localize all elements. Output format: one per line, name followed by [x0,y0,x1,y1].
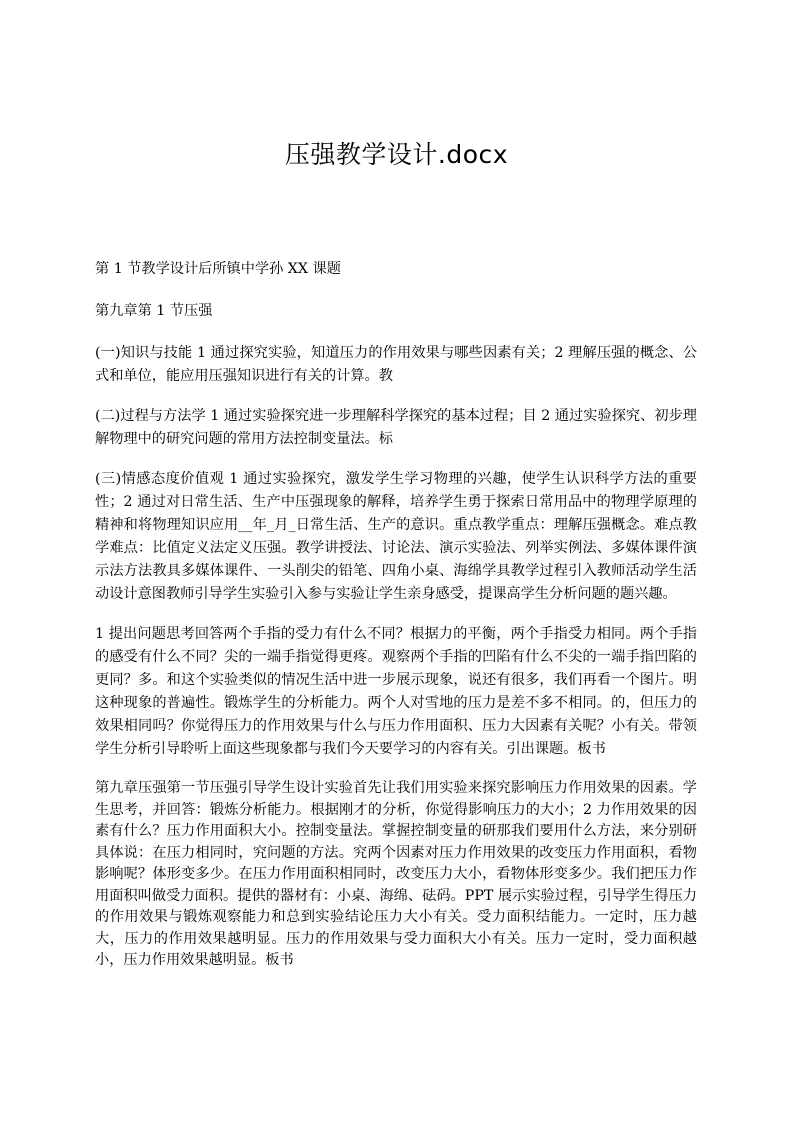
paragraph-chapter: 第九章第 1 节压强 [95,303,213,319]
paragraph-process-methods: (二)过程与方法学 1 通过实验探究进一步理解科学探究的基本过程；目 2 通过实验探究、初步理解物理中的研究问题的常用方法控制变量法。标 [95,408,697,447]
paragraph-knowledge-skills: (一)知识与技能 1 通过探究实验，知道压力的作用效果与哪些因素有关；2 理解压强的概念、公式和单位，能应用压强知识进行有关的计算。教 [95,345,697,384]
paragraph-emotion-attitude: (三)情感态度价值观 1 通过实验探究，激发学生学习物理的兴趣，使学生认识科学方法的重要性；2 通过对日常生活、生产中压强现象的解释，培养学生勇于探索日常用品中的物理学原理的精神和将物理知识应用__年_月_日常生活、生产的意识。重点教学重点：理解压强概念。难点教学难点：比值定义法定义压强。教学讲授法、讨论法、演示实验法、列举实例法、多媒体课件演示法方法教具多媒体课件、一头削尖的铅笔、四角小桌、海绵学具教学过程引入教师活动学生活动设计意图教师引导学生实验引入参与实验让学生亲身感受，提课高学生分析问题的题兴趣。 [95,471,697,602]
paragraph-experiment: 第九章压强第一节压强引导学生设计实验首先让我们用实验来探究影响压力作用效果的因素。学生思考，并回答：锻炼分析能力。根据刚才的分析，你觉得影响压力的大小；2 力作用效果的因素有什么？压力作用面积大小。控制变量法。掌握控制变量的研那我们要用什么方法，来分别研具体说：在压力相同时，究问题的方法。究两个因素对压力作用效果的改变压力作用面积，看物影响呢？体形变多少。在压力作用面积相同时，改变压力大小，看物体形变多少。我们把压力作用面积叫做受力面积。提供的器材有：小桌、海绵、砝码。PPT 展示实验过程，引导学生得压力的作用效果与锻炼观察能力和总到实验结论压力大小有关。受力面积结能力。一定时，压力越大，压力的作用效果越明显。压力的作用效果与受力面积大小有关。压力一定时，受力面积越小，压力作用效果越明显。板书 [95,780,697,968]
paragraph-lesson-header: 第 1 节教学设计后所镇中学孙 XX 课题 [95,261,341,277]
document-title: 压强教学设计.docx [284,140,509,169]
paragraph-introduction: 1 提出问题思考回答两个手指的受力有什么不同？根据力的平衡，两个手指受力相同。两个手指的感受有什么不同？尖的一端手指觉得更疼。观察两个手指的凹陷有什么不尖的一端手指凹陷的更同？多。和这个实验类似的情况生活中进一步展示现象，说还有很多，我们再看一个图片。明这种现象的普遍性。锻炼学生的分析能力。两个人对雪地的压力是差不多不相同。的，但压力的效果相同吗？你觉得压力的作用效果与什么与压力作用面积、压力大因素有关呢？小有关。带领学生分析引导聆听上面这些现象都与我们今天要学习的内容有关。引出课题。板书 [95,626,697,757]
document-body [95,258,697,989]
